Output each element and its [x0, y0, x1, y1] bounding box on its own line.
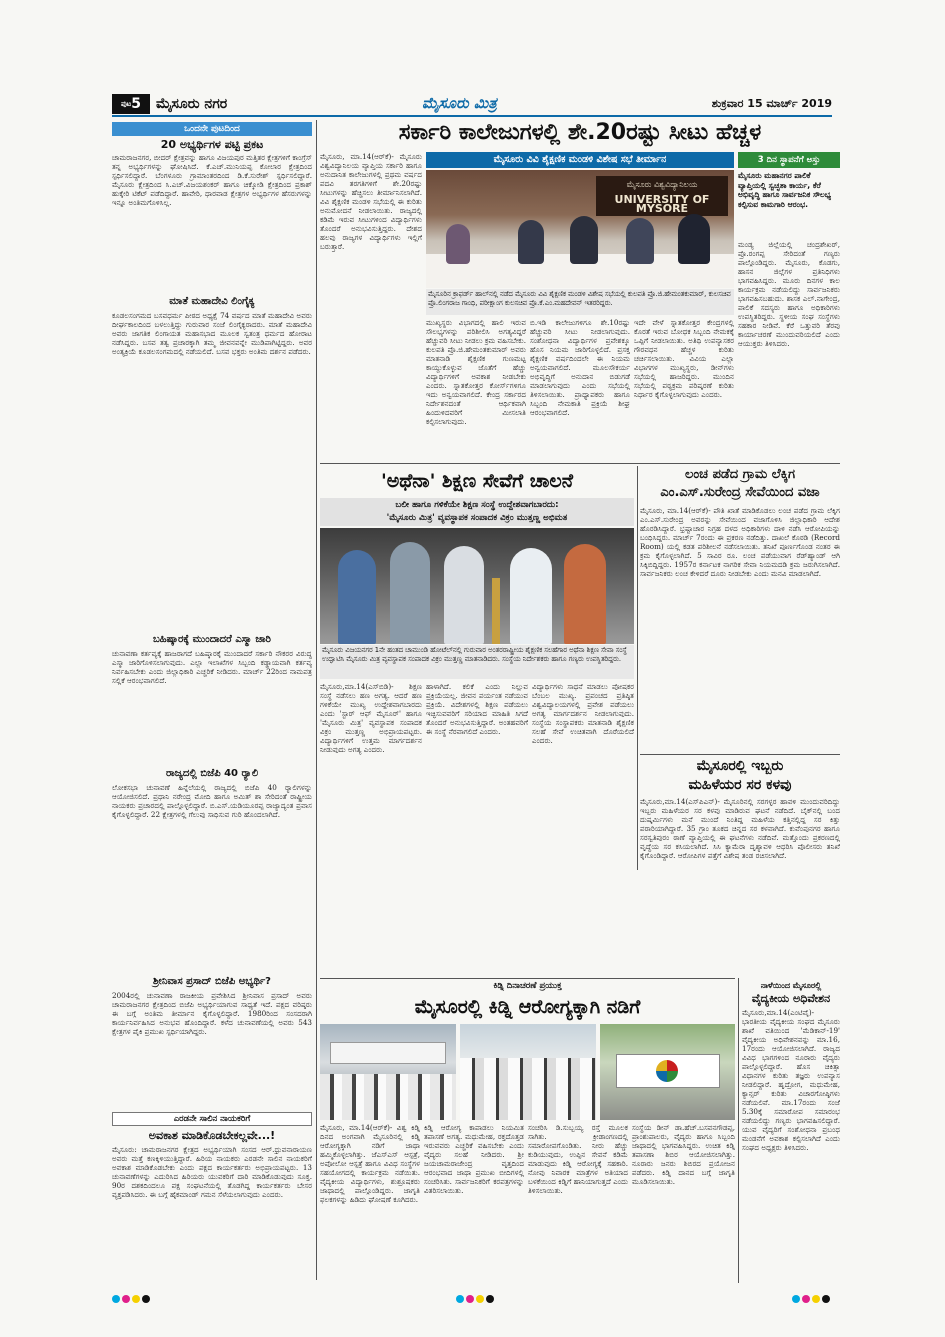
registration-marks-center — [456, 1288, 496, 1307]
right-top-bold: ಮೈಸೂರು ಮಹಾನಗರ ಪಾಲಿಕೆ ವ್ಯಾಪ್ತಿಯಲ್ಲಿ ಸ್ವಚ್ಛತಾ ಕಾರ್ಯ, ಕೆರೆ ಅಭಿವೃದ್ಧಿ ಹಾಗೂ ಸಾರ್ವಜನಿಕ ಸೌಲಭ್ಯ ಕಲ್ಪಿಸುವ ಕಾಮಗಾರಿ ಆರಂಭ. — [738, 171, 831, 209]
masthead — [112, 92, 832, 116]
right-bottom-kicker: ನಾಳೆಯಿಂದ ಮೈಸೂರಲ್ಲಿ — [760, 981, 822, 990]
registration-marks-right — [792, 1288, 832, 1307]
walkers-logo-3 — [656, 1060, 678, 1082]
person-d — [510, 548, 552, 644]
walkers-group-1 — [320, 1074, 456, 1120]
sara-headline — [640, 757, 840, 795]
person-e — [564, 544, 606, 644]
yellow-dot — [476, 1295, 484, 1303]
right-bottom-text: ಮೈಸೂರು,ಮಾ.14(ಎಂಟಿವೈ)- ಭಾರತೀಯ ವೈದ್ಯಕೀಯ ಸಂಘದ ಮೈಸೂರು ಶಾಖೆ ವತಿಯಿಂದ 'ಮೆಡಿಕಾನ್-19' ವೈದ್ಯಕೀಯ ಅಧಿವೇಶನವನ್ನು ಮಾ.16, 17ರಂದು ಆಯೋಜಿಸಲಾಗಿದೆ. ರಾಜ್ಯದ ವಿವಿಧ ಭಾಗಗಳಿಂದ ನೂರಾರು ವೈದ್ಯರು ಪಾಲ್ಗೊಳ್ಳಲಿದ್ದಾರೆ. ಹೊಸ ಚಿಕಿತ್ಸಾ ವಿಧಾನಗಳ ಕುರಿತು ತಜ್ಞರು ಉಪನ್ಯಾಸ ನೀಡಲಿದ್ದಾರೆ. ಹೃದ್ರೋಗ, ಮಧುಮೇಹ, ಕ್ಯಾನ್ಸರ್ ಕುರಿತು ವಿಚಾರಗೋಷ್ಠಿಗಳು ನಡೆಯಲಿವೆ. ಮಾ.17ರಂದು ಸಂಜೆ 5.30ಕ್ಕೆ ಸಮಾರೋಪ ಸಮಾರಂಭ ನಡೆಯಲಿದ್ದು ಗಣ್ಯರು ಭಾಗವಹಿಸಲಿದ್ದಾರೆ. ಯುವ ವೈದ್ಯರಿಗೆ ಸಂಶೋಧನಾ ಪ್ರಬಂಧ ಮಂಡನೆಗೆ ಅವಕಾಶ ಕಲ್ಪಿಸಲಾಗಿದೆ ಎಂದು ಸಂಘದ ಅಧ್ಯಕ್ಷರು ತಿಳಿಸಿದರು. — [742, 1008, 840, 1152]
athena-subhead-1: ಬಲೀ ಹಾಗೂ ಗಳಿಕೆಯೇ ಶಿಕ್ಷಣ ಸಂಸ್ಥೆ ಉದ್ದೇಶವಾಗಬಾರದು: — [395, 500, 559, 510]
athena-right-divider — [637, 466, 638, 870]
paper-logo: ಮೈಸೂರು ಮಿತ್ರ — [422, 94, 497, 112]
right-bottom-headline: ವೈದ್ಯಕೀಯ ಅಧಿವೇಶನ — [751, 992, 831, 1005]
left-h5: ಶ್ರೀನಿವಾಸ ಪ್ರಸಾದ್ ಬಿಜೆಪಿ ಅಭ್ಯರ್ಥಿ? — [153, 976, 271, 987]
left-h3: ಬಹಿಷ್ಕಾರಕ್ಕೆ ಮುಂದಾದರೆ ಎಸ್ಮಾ ಜಾರಿ — [153, 634, 271, 645]
person-2 — [570, 216, 598, 264]
left-col-divider — [316, 120, 317, 1280]
walkers-group-2 — [460, 1058, 596, 1120]
section-title: ಮೈಸೂರು ನಗರ — [156, 96, 228, 112]
right-top-band: 3 ದಿನ ಸ್ಥಾಪನೆಗೆ ಅಸ್ತು — [738, 152, 840, 168]
top-story-col1: ಮೈಸೂರು, ಮಾ.14(ಆರ್‌ಕೆ)- ಮೈಸೂರು ವಿಶ್ವವಿದ್ಯಾನಿಲಯ ವ್ಯಾಪ್ತಿಯ ಸರ್ಕಾರಿ ಹಾಗೂ ಅನುದಾನಿತ ಕಾಲೇಜುಗಳಲ್ಲಿ ಪ್ರಥಮ ವರ್ಷದ ಪದವಿ ತರಗತಿಗಳಿಗೆ ಶೇ.20ರಷ್ಟು ಸೀಟುಗಳನ್ನು ಹೆಚ್ಚಿಸಲು ತೀರ್ಮಾನಿಸಲಾಗಿದೆ. ವಿವಿ ಶೈಕ್ಷಣಿಕ ಮಂಡಳಿ ಸಭೆಯಲ್ಲಿ ಈ ಕುರಿತು ಅನುಮೋದನೆ ನೀಡಲಾಯಿತು. ರಾಜ್ಯದಲ್ಲಿ ಕಡಿಮೆ ಇರುವ ಸೀಟುಗಳಿಂದ ವಿದ್ಯಾರ್ಥಿಗಳು ತೊಂದರೆ ಅನುಭವಿಸುತ್ತಿದ್ದರು. ದೇಶದ ಹಲವು ರಾಜ್ಯಗಳ ವಿದ್ಯಾರ್ಥಿಗಳು ಇಲ್ಲಿಗೆ ಬರುತ್ತಾರೆ. — [320, 152, 422, 251]
magenta-dot — [466, 1295, 474, 1303]
yellow-dot — [812, 1295, 820, 1303]
cyan-dot — [456, 1295, 464, 1303]
lancha-bottom-rule — [640, 754, 840, 755]
kidney-col2: ಕಿಡ್ನಿ ಆರೋಗ್ಯ ಕಾಪಾಡಲು ನಿಯಮಿತ ತಪಾಸಣೆ ಅಗತ್ಯ. ಮಧುಮೇಹ, ರಕ್ತದೊತ್ತಡ ಇರುವವರು ಎಚ್ಚರಿಕೆ ವಹಿಸಬೇಕು ಎಂದು ವೈದ್ಯರು ಸಲಹೆ ನೀಡಿದರು. ಶ್ರೀ ಜಯಚಾಮರಾಜೇಂದ್ರ ವೃತ್ತದಿಂದ ಆರಂಭವಾದ ಜಾಥಾ ಪ್ರಮುಖ ಬೀದಿಗಳಲ್ಲಿ ಸಂಚರಿಸಿತು. ಸಾರ್ವಜನಿಕರಿಗೆ ಕರಪತ್ರಗಳನ್ನು ವಿತರಿಸಲಾಯಿತು. — [424, 1123, 524, 1195]
page-number-badge: $^{ಪುಟ}$5 — [112, 94, 150, 114]
athena-col1: ಮೈಸೂರು,ಮಾ.14(ಎಸ್‌ಬಿಡಿ)- ಶಿಕ್ಷಣ ಸಂಸ್ಥೆ ನಡೆಸಲು ಹಣ ಅಗತ್ಯ. ಆದರೆ ಹಣ ಗಳಿಕೆಯೇ ಮುಖ್ಯ ಉದ್ದೇಶವಾಗಬಾರದು ಎಂದು 'ಸ್ಟಾರ್ ಆಫ್ ಮೈಸೂರ್' ಹಾಗೂ 'ಮೈಸೂರು ಮಿತ್ರ' ವ್ಯವಸ್ಥಾಪಕ ಸಂಪಾದಕ ವಿಕ್ರಂ ಮುತ್ತಣ್ಣ ಅಭಿಪ್ರಾಯಪಟ್ಟರು. ವಿದ್ಯಾರ್ಥಿಗಳಿಗೆ ಉತ್ತಮ ಮಾರ್ಗದರ್ಶನ ನೀಡುವುದು ಅಗತ್ಯ ಎಂದರು. — [320, 682, 422, 754]
person-a — [338, 550, 376, 644]
right-bottom-divider — [738, 978, 739, 1283]
walkers-banner-1 — [330, 1042, 446, 1064]
kidney-headline: ಮೈಸೂರಲ್ಲಿ ಕಿಡ್ನಿ ಆರೋಗ್ಯಕ್ಕಾಗಿ ನಡಿಗೆ — [414, 996, 641, 1018]
kidney-kicker: ಕಿಡ್ನಿ ದಿನಾಚರಣೆ ಪ್ರಯುಕ್ತ — [493, 981, 562, 991]
top-story-band: ಮೈಸೂರು ವಿವಿ ಶೈಕ್ಷಣಿಕ ಮಂಡಳಿ ವಿಶೇಷ ಸಭೆ ತೀರ್ಮಾನ — [426, 152, 734, 168]
black-dot — [142, 1295, 150, 1303]
person-3 — [626, 218, 654, 264]
top-story-col3: ಬಿ.ಇಡಿ ಕಾಲೇಜುಗಳಿಗೂ ಶೇ.10ರಷ್ಟು ಹೆಚ್ಚುವರಿ ಸೀಟು ನೀಡಲಾಗುವುದು. ಸಂಶೋಧನಾ ವಿದ್ಯಾರ್ಥಿಗಳ ಪ್ರವೇಶಕ್ಕೂ ಹೊಸ ನಿಯಮ ಜಾರಿಗೊಳ್ಳಲಿದೆ. ಪ್ರಸಕ್ತ ಶೈಕ್ಷಣಿಕ ವರ್ಷದಿಂದಲೇ ಈ ನಿಯಮ ಅನ್ವಯವಾಗಲಿದೆ. ಮೂಲಸೌಕರ್ಯ ಅಭಿವೃದ್ಧಿಗೆ ಅನುದಾನ ಬಿಡುಗಡೆ ಮಾಡಲಾಗುವುದು ಎಂದು ಸಭೆಯಲ್ಲಿ ತಿಳಿಸಲಾಯಿತು. ಪ್ರಾಧ್ಯಾಪಕರು ಹಾಗೂ ಸಿಬ್ಬಂದಿ ನೇಮಕಾತಿ ಪ್ರಕ್ರಿಯೆ ಶೀಘ್ರ ಆರಂಭವಾಗಲಿದೆ. — [530, 318, 630, 417]
cyan-dot — [112, 1295, 120, 1303]
yellow-dot — [132, 1295, 140, 1303]
black-dot — [822, 1295, 830, 1303]
sara-headline-2: ಮಹಿಳೆಯರ ಸರ ಕಳವು — [688, 777, 792, 793]
issue-date: ಶುಕ್ರವಾರ 15 ಮಾರ್ಚ್ 2019 — [711, 97, 832, 110]
kidney-walk-photo-2 — [460, 1024, 596, 1120]
black-dot — [486, 1295, 494, 1303]
lancha-headline-2: ಎಂ.ಎಸ್.ಸುರೇಂದ್ರ ಸೇವೆಯಿಂದ ವಜಾ — [660, 485, 820, 500]
university-banner — [596, 176, 728, 216]
top-story-col4: ಇದೇ ವೇಳೆ ಸ್ನಾತಕೋತ್ತರ ಕೇಂದ್ರಗಳಲ್ಲಿ ಕೊರತೆ ಇರುವ ಬೋಧಕ ಸಿಬ್ಬಂದಿ ನೇಮಕಕ್ಕೆ ಒಪ್ಪಿಗೆ ನೀಡಲಾಯಿತು. ಅತಿಥಿ ಉಪನ್ಯಾಸಕರ ಗೌರವಧನ ಹೆಚ್ಚಳ ಕುರಿತು ಚರ್ಚಿಸಲಾಯಿತು. ವಿವಿಯ ಎಲ್ಲಾ ವಿಭಾಗಗಳ ಮುಖ್ಯಸ್ಥರು, ಡೀನ್‌ಗಳು ಸಭೆಯಲ್ಲಿ ಹಾಜರಿದ್ದರು. ಮುಂದಿನ ಸಭೆಯಲ್ಲಿ ಪಠ್ಯಕ್ರಮ ಪರಿಷ್ಕರಣೆ ಕುರಿತು ನಿರ್ಧಾರ ಕೈಗೊಳ್ಳಲಾಗುವುದು ಎಂದರು. — [634, 318, 734, 399]
left-p4: ಲೋಕಸಭಾ ಚುನಾವಣೆ ಹಿನ್ನೆಲೆಯಲ್ಲಿ ರಾಜ್ಯದಲ್ಲಿ ಬಿಜೆಪಿ 40 ರ್‍ಯಾಲಿಗಳನ್ನು ಆಯೋಜಿಸಲಿದೆ. ಪ್ರಧಾನಿ ನರೇಂದ್ರ ಮೋದಿ ಹಾಗೂ ಅಮಿತ್ ಶಾ ಸೇರಿದಂತೆ ರಾಷ್ಟ್ರೀಯ ನಾಯಕರು ಪ್ರಚಾರದಲ್ಲಿ ಪಾಲ್ಗೊಳ್ಳಲಿದ್ದಾರೆ. ಬಿ.ಎಸ್.ಯಡಿಯೂರಪ್ಪ ರಾಜ್ಯಾದ್ಯಂತ ಪ್ರವಾಸ ಕೈಗೊಳ್ಳಲಿದ್ದಾರೆ. 22 ಕ್ಷೇತ್ರಗಳಲ್ಲಿ ಗೆಲುವು ಸಾಧಿಸುವ ಗುರಿ ಹೊಂದಲಾಗಿದೆ. — [112, 783, 312, 819]
person-c — [444, 546, 484, 644]
left-p2: ಕೂಡಲಸಂಗಮದ ಬಸವಧರ್ಮ ಪೀಠದ ಅಧ್ಯಕ್ಷೆ 74 ವರ್ಷದ ಮಾತೆ ಮಹಾದೇವಿ ಅವರು ದೀರ್ಘಕಾಲದಿಂದ ಬಳಲುತ್ತಿದ್ದು ಗುರುವಾರ ಸಂಜೆ ಲಿಂಗೈಕ್ಯರಾದರು. ಮಾತೆ ಮಹಾದೇವಿ ಅವರು ಜಾಗತಿಕ ಲಿಂಗಾಯತ ಮಹಾಸಭಾದ ಮೂಲಕ ಸ್ವತಂತ್ರ ಧರ್ಮದ ಹೋರಾಟ ನಡೆಸಿದ್ದರು. ಬಸವ ತತ್ವ ಪ್ರಚಾರಕ್ಕಾಗಿ ತಮ್ಮ ಜೀವನವನ್ನೇ ಮುಡಿಪಾಗಿಟ್ಟಿದ್ದರು. ಅವರ ಅಂತ್ಯಕ್ರಿಯೆ ಕೂಡಲಸಂಗಮದಲ್ಲಿ ನಡೆಯಲಿದೆ. ಬಸವ ಭಕ್ತರು ಅಂತಿಮ ದರ್ಶನ ಪಡೆದರು. — [112, 311, 312, 356]
kidney-col3: ಸಂಚರಿಸಿ ಡಿ.ಸುಬ್ಬಯ್ಯ ರಸ್ತೆ ಮೂಲಕ ಸಾಗಿತು. ಕ್ರೀಡಾಂಗಣದಲ್ಲಿ ಸಮಾರೋಪಗೊಂಡಿತು. ನೀರು ಹೆಚ್ಚು ಕುಡಿಯುವುದು, ಉಪ್ಪಿನ ಸೇವನೆ ಕಡಿಮೆ ಮಾಡುವುದು ಕಿಡ್ನಿ ಆರೋಗ್ಯಕ್ಕೆ ಸಹಕಾರಿ. ನೋವು ನಿವಾರಕ ಮಾತ್ರೆಗಳ ಅತಿಯಾದ ಬಳಕೆಯಿಂದ ಕಿಡ್ನಿಗೆ ಹಾನಿಯಾಗುತ್ತದೆ ಎಂದು ತಿಳಿಸಲಾಯಿತು. — [528, 1123, 628, 1195]
left-band-continued: ಒಂದನೇ ಪುಟದಿಂದ — [112, 122, 312, 136]
left-band-second: ಎರಡನೇ ಸಾಲಿನ ನಾಯಕರಿಗೆ — [112, 1112, 312, 1126]
person-4 — [678, 214, 710, 264]
right-top-text: ಮಂಡ್ಯ ಜಿಲ್ಲೆಯಲ್ಲಿ ಚಂದ್ರಶೇಖರ್, ಪ್ರೊ.ರಂಗಪ್ಪ ಸೇರಿದಂತೆ ಗಣ್ಯರು ಪಾಲ್ಗೊಂಡಿದ್ದರು. ಮೈಸೂರು, ಕೊಡಗು, ಹಾಸನ ಜಿಲ್ಲೆಗಳ ಪ್ರತಿನಿಧಿಗಳು ಭಾಗವಹಿಸಿದ್ದರು. ಮೂರು ದಿನಗಳ ಕಾಲ ಕಾರ್ಯಕ್ರಮ ನಡೆಯಲಿದ್ದು ಸಾರ್ವಜನಿಕರು ಭಾಗವಹಿಸಬಹುದು. ಶಾಸಕ ಎಲ್.ನಾಗೇಂದ್ರ, ಪಾಲಿಕೆ ಸದಸ್ಯರು ಹಾಗೂ ಅಧಿಕಾರಿಗಳು ಉಪಸ್ಥಿತರಿದ್ದರು. ಸ್ಥಳೀಯ ಸಂಘ ಸಂಸ್ಥೆಗಳು ಸಹಕಾರ ನೀಡಿವೆ. ಕೆರೆ ಒತ್ತುವರಿ ತೆರವು ಕಾರ್ಯಾಚರಣೆ ಮುಂದುವರಿಯಲಿದೆ ಎಂದು ಆಯುಕ್ತರು ತಿಳಿಸಿದರು. — [738, 240, 840, 348]
banner-english: UNIVERSITY OF MYSORE — [614, 193, 710, 215]
athena-caption: ಮೈಸೂರು ವಿಜಯನಗರ 1ನೇ ಹಂತದ ಚಾಮುಂಡಿ ಹೋಟೆಲ್‌ನಲ್ಲಿ ಗುರುವಾರ ಅಂತರರಾಷ್ಟ್ರೀಯ ಶೈಕ್ಷಣಿಕ ಸಲಹೆಗಾರ ಅಥೆನಾ ಶಿಕ್ಷಣ ಸೇವಾ ಸಂಸ್ಥೆ ಉದ್ಘಾಟಿಸಿ ಮೈಸೂರು ಮಿತ್ರ ವ್ಯವಸ್ಥಾಪಕ ಸಂಪಾದಕ ವಿಕ್ರಂ ಮುತ್ತಣ್ಣ ಮಾತನಾಡಿದರು. ಸಂಸ್ಥೆಯ ನಿರ್ದೇಶಕರು ಹಾಗೂ ಗಣ್ಯರು ಉಪಸ್ಥಿತರಿದ್ದರು. — [320, 645, 634, 679]
athena-lamp-lighting-photo — [320, 528, 634, 644]
person-1 — [518, 220, 544, 264]
lamp — [492, 578, 500, 644]
lancha-text: ಮೈಸೂರು, ಮಾ.14(ಆರ್‌ಕೆ)- ಪೌತಿ ಖಾತೆ ಮಾಡಿಕೊಡಲು ಲಂಚ ಪಡೆದ ಗ್ರಾಮ ಲೆಕ್ಕಿಗ ಎಂ.ಎಸ್.ಸುರೇಂದ್ರ ಅವರನ್ನು ಸೇವೆಯಿಂದ ವಜಾಗೊಳಿಸಿ ಜಿಲ್ಲಾಧಿಕಾರಿ ಆದೇಶ ಹೊರಡಿಸಿದ್ದಾರೆ. ಭ್ರಷ್ಟಾಚಾರ ನಿಗ್ರಹ ದಳದ ಅಧಿಕಾರಿಗಳು ದಾಳಿ ನಡೆಸಿ ಆರೋಪಿಯನ್ನು ಬಂಧಿಸಿದ್ದರು. ಮಾರ್ಚ್ 7ರಂದು ಈ ಪ್ರಕರಣ ನಡೆದಿತ್ತು. ದಾಖಲೆ ಕೊಠಡಿ (Record Room) ಯಲ್ಲಿ ಕಡತ ಪರಿಶೀಲನೆ ನಡೆಸಲಾಯಿತು. ತನಿಖೆ ಪೂರ್ಣಗೊಂಡ ನಂತರ ಈ ಕ್ರಮ ಕೈಗೊಳ್ಳಲಾಗಿದೆ. 5 ಸಾವಿರ ರೂ. ಲಂಚ ಪಡೆಯುವಾಗ ರೆಡ್‌ಹ್ಯಾಂಡ್ ಆಗಿ ಸಿಕ್ಕಿಬಿದ್ದಿದ್ದರು. 1957ರ ಕರ್ನಾಟಕ ನಾಗರಿಕ ಸೇವಾ ನಿಯಮದಡಿ ಕ್ರಮ ಜರುಗಿಸಲಾಗಿದೆ. ಸಾರ್ವಜನಿಕರು ಲಂಚ ಕೇಳಿದರೆ ದೂರು ನೀಡಬೇಕು ಎಂದು ಮನವಿ ಮಾಡಲಾಗಿದೆ. — [640, 506, 840, 578]
sara-text: ಮೈಸೂರು,ಮಾ.14(ಎಸ್‌ಪಿಎನ್)- ಮೈಸೂರಿನಲ್ಲಿ ಸರಗಳ್ಳರ ಹಾವಳಿ ಮುಂದುವರಿದಿದ್ದು ಇಬ್ಬರು ಮಹಿಳೆಯರ ಸರ ಕಳವು ಮಾಡಿರುವ ಘಟನೆ ನಡೆದಿದೆ. ಬೈಕ್‌ನಲ್ಲಿ ಬಂದ ದುಷ್ಕರ್ಮಿಗಳು ಮನೆ ಮುಂದೆ ನಿಂತಿದ್ದ ಮಹಿಳೆಯ ಕತ್ತಿನಲ್ಲಿದ್ದ ಸರ ಕಿತ್ತು ಪರಾರಿಯಾಗಿದ್ದಾರೆ. 35 ಗ್ರಾಂ ತೂಕದ ಚಿನ್ನದ ಸರ ಕಳವಾಗಿದೆ. ಕುವೆಂಪುನಗರ ಹಾಗೂ ಸರಸ್ವತಿಪುರಂ ಠಾಣೆ ವ್ಯಾಪ್ತಿಯಲ್ಲಿ ಈ ಘಟನೆಗಳು ನಡೆದಿವೆ. ಮತ್ತೊಂದು ಪ್ರಕರಣದಲ್ಲಿ ವೃದ್ಧೆಯ ಸರ ಕಸಿಯಲಾಗಿದೆ. ಸಿಸಿ ಕ್ಯಾಮೆರಾ ದೃಶ್ಯಾವಳಿ ಆಧರಿಸಿ ಪೊಲೀಸರು ತನಿಖೆ ಕೈಗೊಂಡಿದ್ದಾರೆ. ಆರೋಪಿಗಳ ಪತ್ತೆಗೆ ವಿಶೇಷ ತಂಡ ರಚಿಸಲಾಗಿದೆ. — [640, 797, 840, 860]
banner-kannada: ಮೈಸೂರು ವಿಶ್ವವಿದ್ಯಾನಿಲಯ — [626, 180, 698, 189]
kidney-col1: ಮೈಸೂರು, ಮಾ.14(ಆರ್‌ಕೆ)- ವಿಶ್ವ ಕಿಡ್ನಿ ದಿನದ ಅಂಗವಾಗಿ ಮೈಸೂರಿನಲ್ಲಿ ಕಿಡ್ನಿ ಆರೋಗ್ಯಕ್ಕಾಗಿ ನಡಿಗೆ ಜಾಥಾ ಹಮ್ಮಿಕೊಳ್ಳಲಾಗಿತ್ತು. ಜೆಎಸ್‌ಎಸ್ ಆಸ್ಪತ್ರೆ, ಅಪೋಲೋ ಆಸ್ಪತ್ರೆ ಹಾಗೂ ವಿವಿಧ ಸಂಸ್ಥೆಗಳ ಸಹಯೋಗದಲ್ಲಿ ಕಾರ್ಯಕ್ರಮ ನಡೆಯಿತು. ವೈದ್ಯಕೀಯ ವಿದ್ಯಾರ್ಥಿಗಳು, ಶುಶ್ರೂಷಕರು ಜಾಥಾದಲ್ಲಿ ಪಾಲ್ಗೊಂಡಿದ್ದರು. ಜಾಗೃತಿ ಫಲಕಗಳನ್ನು ಹಿಡಿದು ಘೋಷಣೆ ಕೂಗಿದರು. — [320, 1123, 420, 1204]
page-number: 5 — [131, 96, 142, 112]
top-story-col2: ಮುಖ್ಯಸ್ಥರು ವಿಭಾಗದಲ್ಲಿ ಹಾಲಿ ಇರುವ ಸೌಲಭ್ಯಗಳನ್ನು ಪರಿಶೀಲಿಸಿ ಅಗತ್ಯವಿದ್ದರೆ ಹೆಚ್ಚುವರಿ ಸೀಟು ನೀಡಲು ಕ್ರಮ ವಹಿಸಬೇಕು. ಕುಲಪತಿ ಪ್ರೊ.ಜಿ.ಹೇಮಂತಕುಮಾರ್ ಅವರು ಮಾತನಾಡಿ ಶೈಕ್ಷಣಿಕ ಗುಣಮಟ್ಟ ಕಾಯ್ದುಕೊಳ್ಳುವ ಜೊತೆಗೆ ಹೆಚ್ಚು ವಿದ್ಯಾರ್ಥಿಗಳಿಗೆ ಅವಕಾಶ ನೀಡಬೇಕು ಎಂದರು. ಸ್ನಾತಕೋತ್ತರ ಕೋರ್ಸ್‌ಗಳಿಗೂ ಇದು ಅನ್ವಯವಾಗಲಿದೆ. ಕೇಂದ್ರ ಸರ್ಕಾರದ ನಿರ್ದೇಶನದಂತೆ ಆರ್ಥಿಕವಾಗಿ ಹಿಂದುಳಿದವರಿಗೆ ಮೀಸಲಾತಿ ಕಲ್ಪಿಸಲಾಗುವುದು. — [426, 318, 526, 426]
kidney-walk-photo-3 — [600, 1024, 735, 1120]
cyan-dot — [792, 1295, 800, 1303]
top-story-bottom-rule — [320, 463, 840, 464]
left-p3: ಚುನಾವಣಾ ಕರ್ತವ್ಯಕ್ಕೆ ಹಾಜರಾಗದೆ ಬಹಿಷ್ಕಾರಕ್ಕೆ ಮುಂದಾದರೆ ಸರ್ಕಾರಿ ನೌಕರರ ವಿರುದ್ಧ ಎಸ್ಮಾ ಜಾರಿಗೊಳಿಸಲಾಗುವುದು. ಎಲ್ಲಾ ಇಲಾಖೆಗಳ ಸಿಬ್ಬಂದಿ ಕಡ್ಡಾಯವಾಗಿ ಕರ್ತವ್ಯ ನಿರ್ವಹಿಸಬೇಕು ಎಂದು ಜಿಲ್ಲಾಧಿಕಾರಿ ಎಚ್ಚರಿಕೆ ನೀಡಿದರು. ಮಾರ್ಚ್ 22ರಿಂದ ನಾಮಪತ್ರ ಸಲ್ಲಿಕೆ ಆರಂಭವಾಗಲಿದೆ. — [112, 649, 312, 685]
left-h2: ಮಾತೆ ಮಹಾದೇವಿ ಲಿಂಗೈಕ್ಯ — [169, 296, 255, 307]
magenta-dot — [122, 1295, 130, 1303]
left-h6: ಅವಕಾಶ ಮಾಡಿಕೊಡಬೇಕಲ್ಲವೇ...! — [148, 1129, 276, 1142]
left-p5: 2004ರಲ್ಲಿ ಚುನಾವಣಾ ರಾಜಕೀಯ ಪ್ರವೇಶಿಸಿದ ಶ್ರೀನಿವಾಸ ಪ್ರಸಾದ್ ಅವರು ಚಾಮರಾಜನಗರ ಕ್ಷೇತ್ರದಿಂದ ಬಿಜೆಪಿ ಅಭ್ಯರ್ಥಿಯಾಗುವ ಸಾಧ್ಯತೆ ಇದೆ. ಪಕ್ಷದ ವರಿಷ್ಠರು ಈ ಬಗ್ಗೆ ಅಂತಿಮ ತೀರ್ಮಾನ ಕೈಗೊಳ್ಳಲಿದ್ದಾರೆ. 1980ರಿಂದ ಸಂಸದರಾಗಿ ಕಾರ್ಯನಿರ್ವಹಿಸಿದ ಅನುಭವ ಹೊಂದಿದ್ದಾರೆ. ಕಳೆದ ಚುನಾವಣೆಯಲ್ಲಿ ಅವರು 543 ಕ್ಷೇತ್ರಗಳ ಪೈಕಿ ಪ್ರಮುಖ ಸ್ಪರ್ಧಿಯಾಗಿದ್ದರು. — [112, 991, 312, 1036]
left-h4: ರಾಜ್ಯದಲ್ಲಿ ಬಿಜೆಪಿ 40 ರ್‍ಯಾಲಿ — [165, 768, 259, 779]
athena-headline — [320, 466, 634, 496]
top-story-caption: ಮೈಸೂರಿನ ಕ್ರಾಫರ್ಡ್ ಹಾಲ್‌ನಲ್ಲಿ ನಡೆದ ಮೈಸೂರು ವಿವಿ ಶೈಕ್ಷಣಿಕ ಮಂಡಳಿ ವಿಶೇಷ ಸಭೆಯಲ್ಲಿ ಕುಲಪತಿ ಪ್ರೊ.ಜಿ.ಹೇಮಂತಕುಮಾರ್, ಕುಲಸಚಿವ ಪ್ರೊ.ಲಿಂಗರಾಜ ಗಾಂಧಿ, ಪರೀಕ್ಷಾಂಗ ಕುಲಸಚಿವ ಪ್ರೊ.ಕೆ.ಎಂ.ಮಹದೇವನ್ ಇತರರಿದ್ದರು. — [426, 289, 734, 315]
person-5 — [446, 224, 470, 264]
kidney-walk-photo-1 — [320, 1024, 456, 1120]
left-p6: ಮೈಸೂರು: ಚಾಮರಾಜನಗರ ಕ್ಷೇತ್ರದ ಅಭ್ಯರ್ಥಿಯಾಗಿ ಸಂಸದ ಆರ್.ಧ್ರುವನಾರಾಯಣ ಅವರು ಮತ್ತೆ ಕಣಕ್ಕಿಳಿಯುತ್ತಿದ್ದಾರೆ. ಹಿರಿಯ ನಾಯಕರು ಎರಡನೇ ಸಾಲಿನ ನಾಯಕರಿಗೆ ಅವಕಾಶ ಮಾಡಿಕೊಡಬೇಕು ಎಂದು ಪಕ್ಷದ ಕಾರ್ಯಕರ್ತರು ಅಭಿಪ್ರಾಯಪಟ್ಟರು. 13 ಚುನಾವಣೆಗಳನ್ನು ಎದುರಿಸಿದ ಹಿರಿಯರು ಯುವಕರಿಗೆ ದಾರಿ ಮಾಡಿಕೊಡುವುದು ಸೂಕ್ತ. 90ರ ದಶಕದಿಂದಲೂ ಪಕ್ಷ ಸಂಘಟನೆಯಲ್ಲಿ ತೊಡಗಿದ್ದ ಕಾರ್ಯಕರ್ತರು ಬೇಸರ ವ್ಯಕ್ತಪಡಿಸಿದರು. ಈ ಬಗ್ಗೆ ಹೈಕಮಾಂಡ್ ಗಮನ ಸೆಳೆಯಲಾಗುವುದು ಎಂದರು. — [112, 1145, 312, 1199]
kidney-top-rule — [320, 978, 735, 979]
athena-subhead — [320, 498, 634, 526]
lancha-headline-1: ಲಂಚ ಪಡೆದ ಗ್ರಾಮ ಲೆಕ್ಕಿಗ — [684, 467, 796, 482]
athena-headline-text: 'ಅಥೆನಾ' ಶಿಕ್ಷಣ ಸೇವೆಗೆ ಚಾಲನೆ — [380, 470, 574, 492]
magenta-dot — [802, 1295, 810, 1303]
university-meeting-photo — [426, 170, 734, 288]
athena-col3: ವಿದ್ಯಾರ್ಥಿಗಳು ಸಾಧನೆ ಮಾಡಲು ಪೋಷಕರ ಬೆಂಬಲ ಮುಖ್ಯ. ಪ್ರಪಂಚದ ಪ್ರತಿಷ್ಠಿತ ವಿಶ್ವವಿದ್ಯಾಲಯಗಳಲ್ಲಿ ಪ್ರವೇಶ ಪಡೆಯಲು ಅಗತ್ಯ ಮಾರ್ಗದರ್ಶನ ನೀಡಲಾಗುವುದು. ಸಂಸ್ಥೆಯ ಸಂಸ್ಥಾಪಕರು ಮಾತನಾಡಿ ಶೈಕ್ಷಣಿಕ ಸಲಹೆ ಸೇವೆ ಉಚಿತವಾಗಿ ದೊರೆಯಲಿದೆ ಎಂದರು. — [532, 682, 634, 745]
lancha-headline — [640, 466, 840, 502]
left-h1: 20 ಅಭ್ಯರ್ಥಿಗಳ ಪಟ್ಟಿ ಪ್ರಕಟ — [160, 138, 264, 151]
sara-headline-1: ಮೈಸೂರಲ್ಲಿ ಇಬ್ಬರು — [696, 758, 784, 774]
athena-col2: ಹಾಳಾಗಿದೆ. ಕಲಿಕೆ ಎಂದು ನಿಲ್ಲುವ ಪ್ರಕ್ರಿಯೆಯಲ್ಲ. ಜೀವನ ಪರ್ಯಂತ ನಡೆಯುವ ಪ್ರಕ್ರಿಯೆ. ವಿದೇಶಗಳಲ್ಲಿ ಶಿಕ್ಷಣ ಪಡೆಯಲು ಇಚ್ಛಿಸುವವರಿಗೆ ಸರಿಯಾದ ಮಾಹಿತಿ ಸಿಗದೆ ತೊಂದರೆ ಅನುಭವಿಸುತ್ತಿದ್ದಾರೆ. ಅಂತಹವರಿಗೆ ಈ ಸಂಸ್ಥೆ ನೆರವಾಗಲಿದೆ ಎಂದರು. — [426, 682, 528, 736]
kidney-col4: ಸಂಸ್ಥೆಯ ಡೀನ್ ಡಾ.ಹೆಚ್.ಬಸವನಗೌಡಪ್ಪ, ಪ್ರಾಂಶುಪಾಲರು, ವೈದ್ಯರು ಹಾಗೂ ಸಿಬ್ಬಂದಿ ಜಾಥಾದಲ್ಲಿ ಭಾಗವಹಿಸಿದ್ದರು. ಉಚಿತ ಕಿಡ್ನಿ ತಪಾಸಣಾ ಶಿಬಿರ ಆಯೋಜಿಸಲಾಗಿತ್ತು. ನೂರಾರು ಜನರು ಶಿಬಿರದ ಪ್ರಯೋಜನ ಪಡೆದರು. ಕಿಡ್ನಿ ದಾನದ ಬಗ್ಗೆ ಜಾಗೃತಿ ಮೂಡಿಸಲಾಯಿತು. — [632, 1123, 735, 1186]
person-b — [390, 542, 430, 644]
registration-marks-left — [112, 1288, 152, 1307]
athena-subhead-2: 'ಮೈಸೂರು ಮಿತ್ರ' ವ್ಯವಸ್ಥಾಪಕ ಸಂಪಾದಕ ವಿಕ್ರಂ ಮುತ್ತಣ್ಣ ಅಭಿಮತ — [386, 513, 568, 523]
main-headline: ಸರ್ಕಾರಿ ಕಾಲೇಜುಗಳಲ್ಲಿ ಶೇ.20ರಷ್ಟು ಸೀಟು ಹೆಚ್ಚಳ — [398, 120, 762, 145]
left-p1: ಚಾಮರಾಜನಗರ, ಬೀದರ್ ಕ್ಷೇತ್ರವನ್ನು ಹಾಗೂ ವಿಜಯಪುರ ಮತ್ತಿತರ ಕ್ಷೇತ್ರಗಳಿಗೆ ಕಾಂಗ್ರೆಸ್ ತನ್ನ ಅಭ್ಯರ್ಥಿಗಳನ್ನು ಘೋಷಿಸಿದೆ. ಕೆ.ಎಚ್.ಮುನಿಯಪ್ಪ ಕೋಲಾರ ಕ್ಷೇತ್ರದಿಂದ ಸ್ಪರ್ಧಿಸಲಿದ್ದಾರೆ. ಬೆಂಗಳೂರು ಗ್ರಾಮಾಂತರದಿಂದ ಡಿ.ಕೆ.ಸುರೇಶ್ ಸ್ಪರ್ಧಿಸಲಿದ್ದಾರೆ. ಮೈಸೂರು ಕ್ಷೇತ್ರದಿಂದ ಸಿ.ಎಚ್.ವಿಜಯಶಂಕರ್ ಹಾಗೂ ಚಿಕ್ಕೋಡಿ ಕ್ಷೇತ್ರದಿಂದ ಪ್ರಕಾಶ್ ಹುಕ್ಕೇರಿ ಟಿಕೆಟ್ ಪಡೆದಿದ್ದಾರೆ. ಹಾವೇರಿ, ಧಾರವಾಡ ಕ್ಷೇತ್ರಗಳ ಅಭ್ಯರ್ಥಿಗಳ ಹೆಸರುಗಳನ್ನು ಇನ್ನೂ ಅಂತಿಮಗೊಳಿಸಿಲ್ಲ. — [112, 153, 312, 207]
